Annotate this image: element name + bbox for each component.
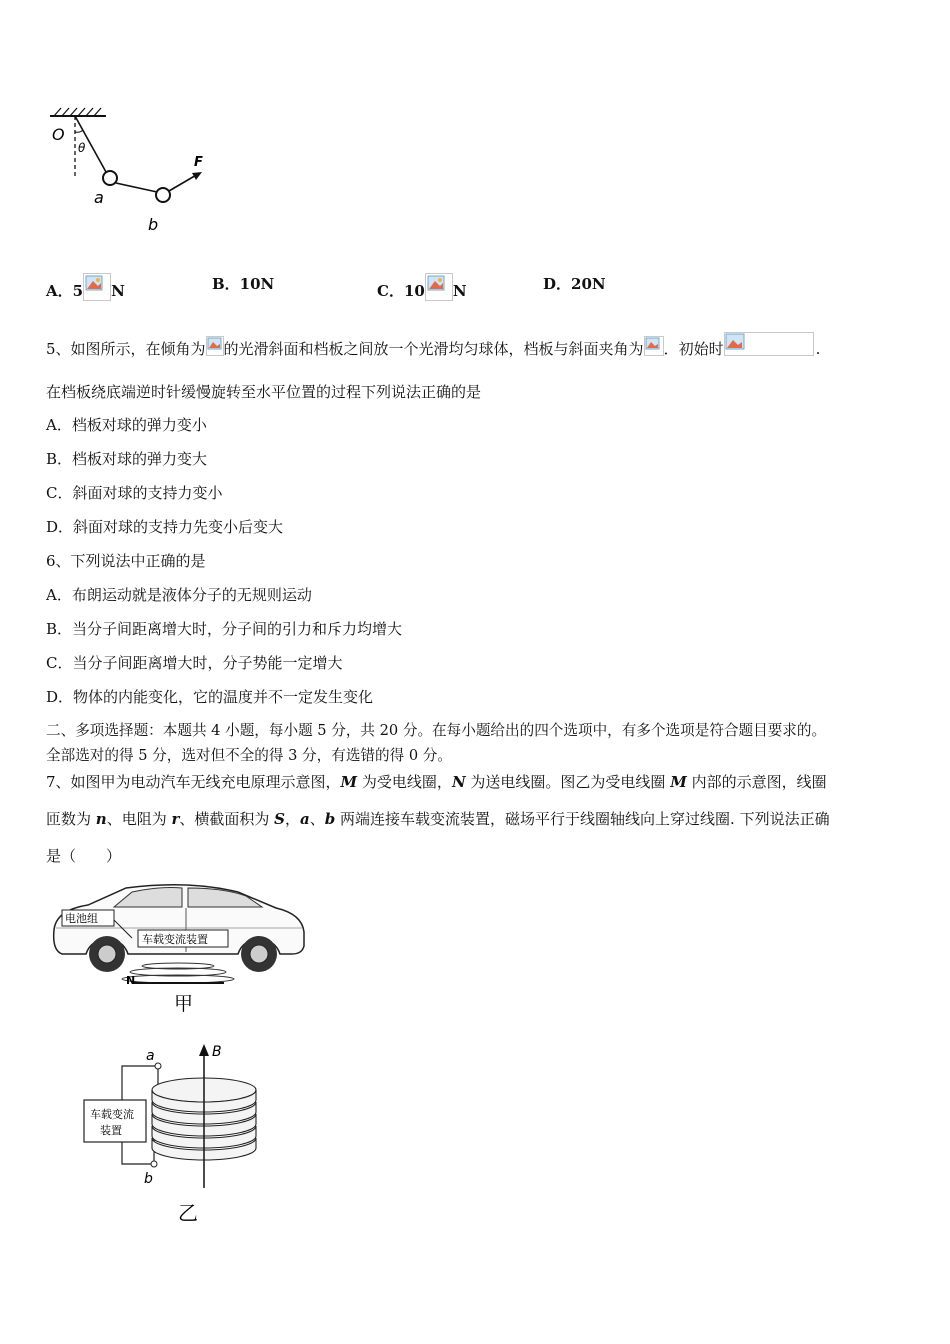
- q4-pendulum-figure: [44, 106, 234, 241]
- label-a: a: [146, 1048, 155, 1064]
- q4-option-a-unit: N: [111, 282, 125, 300]
- q6-option-d: D．物体的内能变化，它的温度并不一定发生变化: [46, 688, 374, 706]
- q6-stem: 6、下列说法中正确的是: [46, 552, 206, 570]
- broken-image-icon: [644, 336, 664, 356]
- q4-option-b: B．10N: [212, 275, 275, 293]
- q4-option-d: D．20N: [543, 275, 606, 293]
- q5-stem-text-3: ．初始时: [663, 340, 724, 358]
- q7-var-n: n: [95, 810, 107, 828]
- q7-text: 两端连接车载变流装置，磁场平行于线圈轴线向上穿过线圈. 下列说法正确: [335, 810, 830, 828]
- q6-option-b: B．当分子间距离增大时，分子间的引力和斥力均增大: [46, 620, 403, 638]
- broken-image-icon: [83, 273, 111, 301]
- q7-stem-line1: [46, 772, 827, 792]
- q7-text: 、: [309, 810, 325, 828]
- q7-var-r: r: [171, 810, 180, 828]
- label-b: b: [148, 215, 159, 234]
- q4-option-c-text: C．10: [377, 282, 425, 300]
- q5-option-d: D．斜面对球的支持力先变小后变大: [46, 518, 284, 536]
- label-O: O: [52, 125, 65, 144]
- q5-option-b: B．档板对球的弹力变大: [46, 450, 208, 468]
- broken-image-icon: [425, 273, 453, 301]
- q4-option-c-unit: N: [452, 282, 467, 300]
- q7-text: 为送电线圈。图乙为受电线圈: [465, 773, 671, 791]
- device-label-line2: 装置: [100, 1124, 122, 1137]
- q7-var-N: N: [451, 773, 466, 791]
- q5-stem-line2: 在档板绕底端逆时针缓慢旋转至水平位置的过程下列说法正确的是: [46, 383, 482, 401]
- label-converter: 车载变流装置: [142, 933, 208, 946]
- q7-stem-line3: 是（ ）: [46, 847, 122, 865]
- q7-var-S: S: [274, 810, 285, 828]
- label-F: F: [194, 155, 203, 170]
- q5-option-a: A．档板对球的弹力变小: [46, 416, 207, 434]
- label-battery: 电池组: [65, 912, 98, 925]
- q7-text: 、横截面积为: [179, 810, 275, 828]
- q7-text: 内部的示意图，线圈: [686, 773, 827, 791]
- q5-stem: [46, 332, 820, 359]
- caption-yi: 乙: [178, 1201, 198, 1225]
- label-B: B: [212, 1044, 222, 1060]
- q7-text: 匝数为: [46, 810, 96, 828]
- q7-text: 、电阻为: [106, 810, 172, 828]
- q7-stem-line2: [46, 809, 830, 829]
- q4-option-a: [46, 273, 125, 301]
- q5-stem-text-2: 的光滑斜面和档板之间放一个光滑均匀球体，档板与斜面夹角为: [223, 340, 644, 358]
- q7-var-a: a: [300, 810, 310, 828]
- label-a: a: [94, 188, 104, 207]
- q7-var-b: b: [324, 810, 336, 828]
- q7-car-figure: [48, 880, 310, 1015]
- q5-stem-text-4: .: [815, 340, 821, 358]
- broken-image-icon: [206, 336, 224, 356]
- q7-text: 7、如图甲为电动汽车无线充电原理示意图，: [46, 773, 341, 791]
- q6-option-a: A．布朗运动就是液体分子的无规则运动: [46, 586, 312, 604]
- q7-var-M: M: [340, 773, 358, 791]
- broken-image-icon: [724, 332, 814, 356]
- q5-stem-text-1: 5、如图所示，在倾角为: [46, 340, 206, 358]
- q6-option-c: C．当分子间距离增大时，分子势能一定增大: [46, 654, 343, 672]
- caption-jia: 甲: [174, 993, 194, 1015]
- label-theta: θ: [78, 141, 86, 155]
- q7-text: ，: [285, 810, 301, 828]
- q7-coil-figure: [80, 1038, 270, 1228]
- section2-heading-line2: 全部选对的得 5 分，选对但不全的得 3 分，有选错的得 0 分。: [46, 747, 452, 764]
- q5-option-c: C．斜面对球的支持力变小: [46, 484, 223, 502]
- label-b: b: [144, 1171, 153, 1187]
- q4-option-c: [377, 273, 467, 301]
- q7-text: 为受电线圈，: [357, 773, 452, 791]
- label-N: N: [126, 974, 136, 987]
- q7-var-M: M: [670, 773, 687, 791]
- section2-heading-line1: 二、多项选择题：本题共 4 小题，每小题 5 分，共 20 分。在每小题给出的四个选项中，有多个选项是符合题目要求的。: [46, 722, 827, 739]
- q4-option-a-text: A．5: [46, 282, 84, 300]
- device-label-line1: 车载变流: [90, 1108, 134, 1121]
